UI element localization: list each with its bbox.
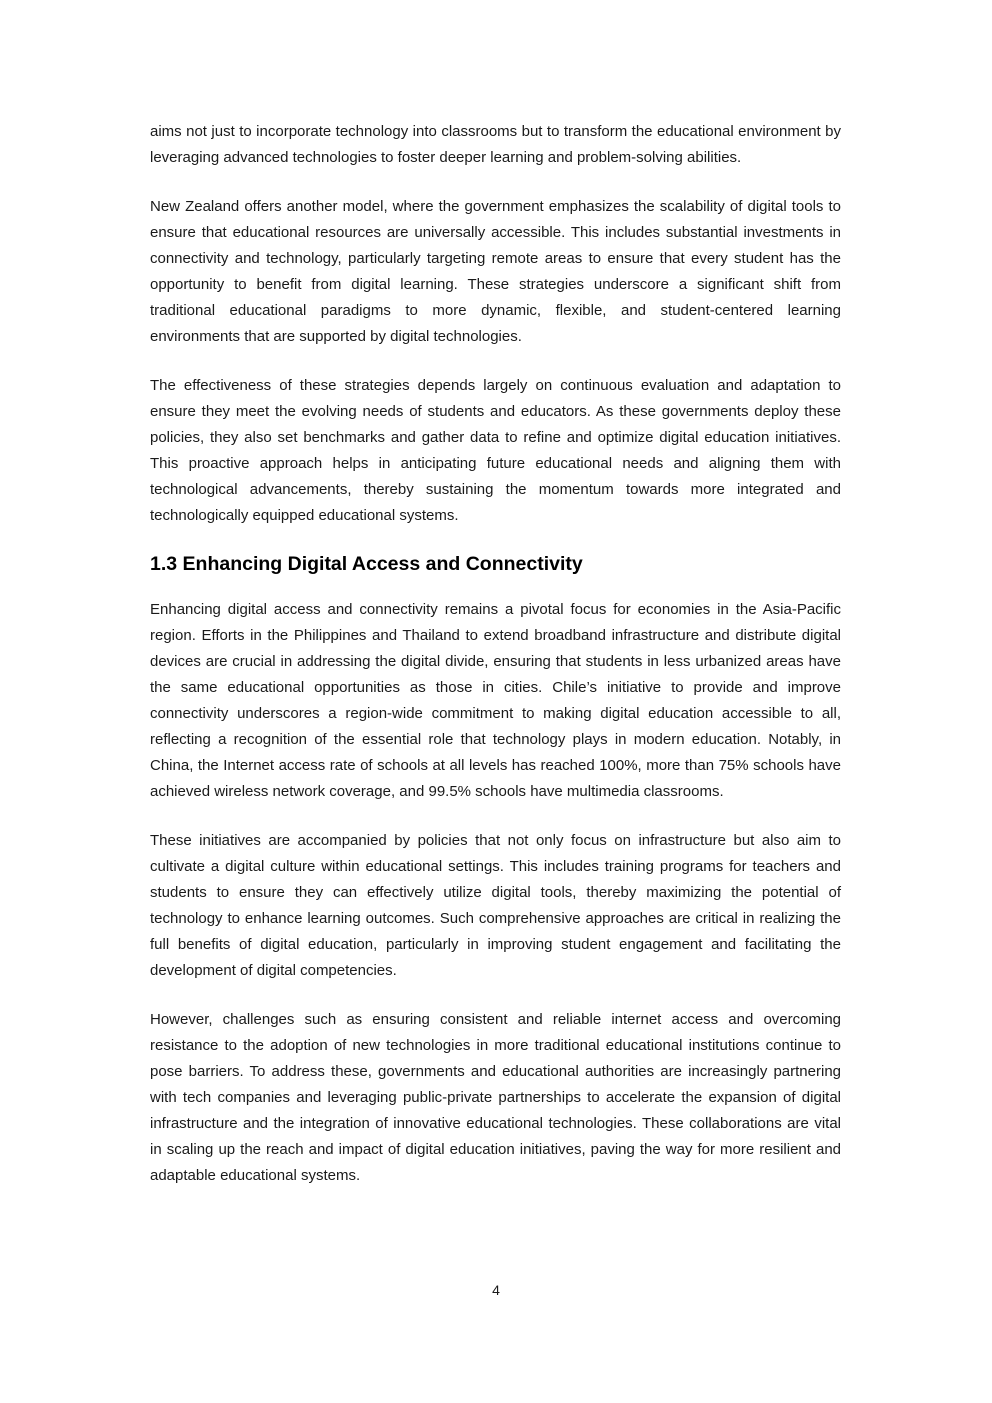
section-heading: 1.3 Enhancing Digital Access and Connectivity bbox=[150, 553, 583, 575]
page-number: 4 bbox=[492, 1282, 500, 1298]
document-page bbox=[150, 119, 841, 1189]
body-paragraph: These initiatives are accompanied by policies that not only focus on infrastructure but also aim to cultivate a digital culture within educational settings. This includes training programs for teachers and students to ensure they can effectively utilize digital tools, thereby maximizing the potential of technology to enhance learning outcomes. Such comprehensive approaches are critical in realizing the full benefits of digital education, particularly in improving student engagement and facilitating the development of digital competencies. bbox=[150, 832, 841, 979]
body-paragraph: New Zealand offers another model, where the government emphasizes the scalability of digital tools to ensure that educational resources are universally accessible. This includes substantial investments in connectivity and technology, particularly targeting remote areas to ensure that every student has the opportunity to benefit from digital learning. These strategies underscore a significant shift from traditional educational paradigms to more dynamic, flexible, and student-centered learning environments that are supported by digital technologies. bbox=[150, 198, 841, 345]
body-paragraph: aims not just to incorporate technology into classrooms but to transform the educational environment by leveraging advanced technologies to foster deeper learning and problem-solving abilities. bbox=[150, 123, 841, 166]
body-paragraph: The effectiveness of these strategies depends largely on continuous evaluation and adaptation to ensure they meet the evolving needs of students and educators. As these governments deploy these policies, they also set benchmarks and gather data to refine and optimize digital education initiatives. This proactive approach helps in anticipating future educational needs and aligning them with technological advancements, thereby sustaining the momentum towards more integrated and technologically equipped educational systems. bbox=[150, 377, 841, 524]
body-paragraph: However, challenges such as ensuring consistent and reliable internet access and overcoming resistance to the adoption of new technologies in more traditional educational institutions continue to pose barriers. To address these, governments and educational authorities are increasingly partnering with tech companies and leveraging public-private partnerships to accelerate the expansion of digital infrastructure and the integration of innovative educational technologies. These collaborations are vital in scaling up the reach and impact of digital education initiatives, paving the way for more resilient and adaptable educational systems. bbox=[150, 1011, 841, 1184]
body-paragraph: Enhancing digital access and connectivity remains a pivotal focus for economies in the Asia-Pacific region. Efforts in the Philippines and Thailand to extend broadband infrastructure and distribute digital devices are crucial in addressing the digital divide, ensuring that students in less urbanized areas have the same educational opportunities as those in cities. Chile’s initiative to provide and improve connectivity underscores a region-wide commitment to making digital education accessible to all, reflecting a recognition of the essential role that technology plays in modern education. Notably, in China, the Internet access rate of schools at all levels has reached 100%, more than 75% schools have achieved wireless network coverage, and 99.5% schools have multimedia classrooms. bbox=[150, 601, 841, 800]
